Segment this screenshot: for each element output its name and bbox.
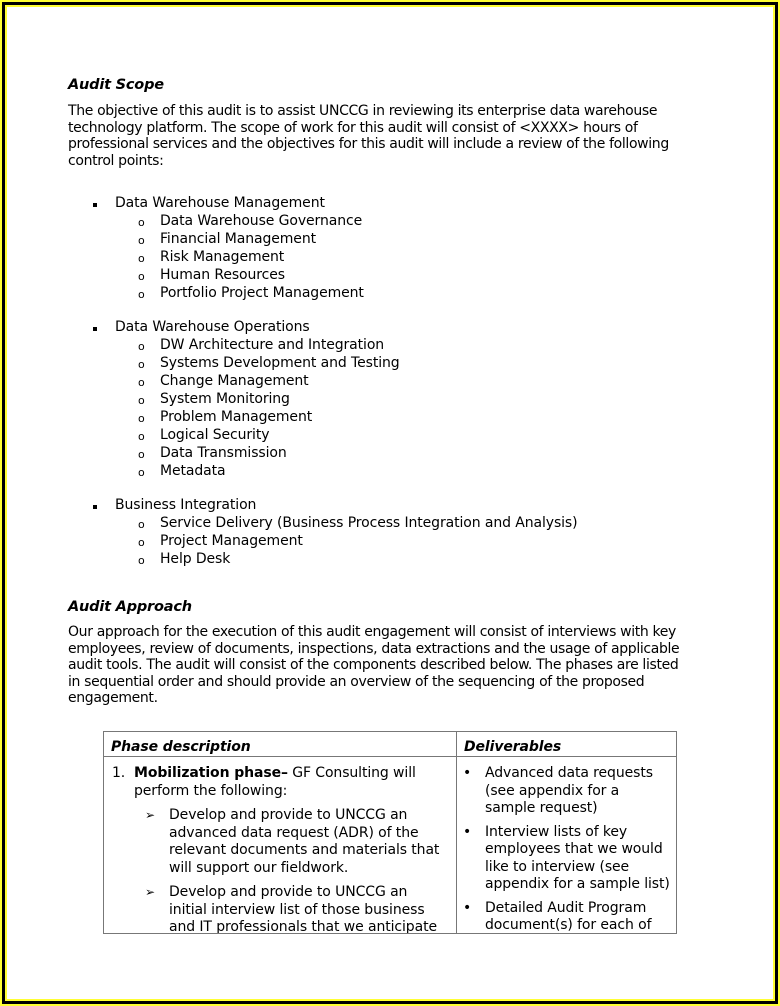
dot-bullet-icon: • <box>463 765 472 781</box>
control-point-item: Human Resources <box>160 267 285 283</box>
control-point-item: Help Desk <box>160 551 231 567</box>
sub-item-line: relevant documents and materials that <box>169 842 440 858</box>
table-header-row <box>104 732 677 757</box>
deliverable-item <box>463 824 672 894</box>
deliverable-line: document(s) for each of <box>485 917 652 933</box>
circle-bullet-icon: o <box>138 430 145 443</box>
deliverable-line: Detailed Audit Program <box>485 899 647 916</box>
deliverable-line: Interview lists of key <box>485 823 628 840</box>
circle-bullet-icon: o <box>138 518 145 531</box>
header-phase-description: Phase description <box>104 732 457 757</box>
control-point-item: Problem Management <box>160 409 313 425</box>
audit-approach-paragraph <box>68 624 718 707</box>
deliverables-cell <box>457 757 677 934</box>
circle-bullet-icon: o <box>138 288 145 301</box>
circle-bullet-icon: o <box>138 554 145 567</box>
sub-item-line: will support our fieldwork. <box>169 859 349 876</box>
deliverable-line: sample request) <box>485 800 598 816</box>
phase-number: 1. <box>112 765 126 781</box>
control-point-item: Portfolio Project Management <box>160 285 364 301</box>
arrow-bullet-icon: ➢ <box>145 808 155 822</box>
phase-intro-rest: GF Consulting will <box>287 765 416 781</box>
phase-sub-item <box>112 807 450 877</box>
arrow-bullet-icon: ➢ <box>145 885 155 899</box>
circle-bullet-icon: o <box>138 466 145 479</box>
paragraph-line: employees, review of documents, inspections, data extractions and the usage of applicable <box>68 640 680 657</box>
circle-bullet-icon: o <box>138 536 145 549</box>
control-point-item: Data Transmission <box>160 445 287 461</box>
document-page <box>7 7 773 999</box>
paragraph-line: in sequential order and should provide an overview of the sequencing of the proposed <box>68 673 645 690</box>
control-point-item: DW Architecture and Integration <box>160 337 385 353</box>
circle-bullet-icon: o <box>138 394 145 407</box>
audit-scope-heading: Audit Scope <box>68 77 164 93</box>
dot-bullet-icon: • <box>463 823 472 840</box>
audit-scope-paragraph <box>68 103 718 169</box>
control-point-item: Systems Development and Testing <box>160 355 400 371</box>
circle-bullet-icon: o <box>138 448 145 461</box>
phase-intro <box>112 765 450 800</box>
deliverable-line: Advanced data requests <box>485 765 653 781</box>
paragraph-line: Our approach for the execution of this audit engagement will consist of interviews with key <box>68 624 676 640</box>
deliverable-line: employees that we would <box>485 841 663 857</box>
deliverable-line: (see appendix for a <box>485 782 620 799</box>
deliverables-list <box>463 765 672 933</box>
table-row <box>104 757 677 934</box>
phase-intro-line: perform the following: <box>134 782 288 799</box>
paragraph-line: control points: <box>68 152 164 169</box>
paragraph-line: technology platform. The scope of work for this audit will consist of <XXXX> hours of <box>68 119 638 136</box>
paragraph-line: audit tools. The audit will consist of the components described below. The phases are listed <box>68 657 679 674</box>
deliverable-line: like to interview (see <box>485 858 630 875</box>
control-point-item: Metadata <box>160 463 226 479</box>
phase-intro-line <box>134 765 450 783</box>
paragraph-line: professional services and the objectives for this audit will include a review of the following <box>68 136 669 153</box>
sub-item-line: initial interview list of those business <box>169 901 425 918</box>
circle-bullet-icon: o <box>138 358 145 371</box>
phase-title: Mobilization phase– <box>134 765 288 781</box>
control-point-group: Data Warehouse Operations <box>115 319 310 335</box>
phase-sub-item <box>112 884 450 933</box>
deliverable-line: appendix for a sample list) <box>485 876 670 892</box>
circle-bullet-icon: o <box>138 216 145 229</box>
sub-item-line: Develop and provide to UNCCG an <box>169 807 408 823</box>
circle-bullet-icon: o <box>138 376 145 389</box>
dot-bullet-icon: • <box>463 899 472 916</box>
page-border-inner <box>5 5 775 1001</box>
deliverable-item <box>463 765 672 818</box>
control-point-item: Project Management <box>160 533 303 549</box>
control-point-item: Service Delivery (Business Process Integration and Analysis) <box>160 515 578 531</box>
square-bullet-icon <box>93 327 97 331</box>
circle-bullet-icon: o <box>138 234 145 247</box>
sub-item-line: advanced data request (ADR) of the <box>169 824 419 841</box>
control-point-item: Risk Management <box>160 249 285 265</box>
control-point-group: Business Integration <box>115 497 257 513</box>
phase-description-cell <box>104 757 457 934</box>
square-bullet-icon <box>93 203 97 207</box>
control-point-item: Change Management <box>160 373 309 389</box>
circle-bullet-icon: o <box>138 252 145 265</box>
page-border-black <box>2 2 778 1004</box>
control-point-item: System Monitoring <box>160 391 290 407</box>
control-point-item: Financial Management <box>160 231 316 247</box>
circle-bullet-icon: o <box>138 270 145 283</box>
audit-approach-heading: Audit Approach <box>68 599 192 615</box>
paragraph-line: The objective of this audit is to assist UNCCG in reviewing its enterprise data warehouse <box>68 103 658 119</box>
phase-table <box>103 731 677 934</box>
circle-bullet-icon: o <box>138 412 145 425</box>
paragraph-line: engagement. <box>68 690 158 707</box>
square-bullet-icon <box>93 505 97 509</box>
header-deliverables: Deliverables <box>457 732 677 757</box>
deliverable-item <box>463 900 672 934</box>
sub-item-line: Develop and provide to UNCCG an <box>169 884 408 900</box>
phase-sub-items <box>112 807 450 933</box>
control-point-item: Logical Security <box>160 427 270 443</box>
sub-item-line: and IT professionals that we anticipate <box>169 919 437 933</box>
control-point-item: Data Warehouse Governance <box>160 213 363 229</box>
circle-bullet-icon: o <box>138 340 145 353</box>
control-point-group: Data Warehouse Management <box>115 195 325 211</box>
